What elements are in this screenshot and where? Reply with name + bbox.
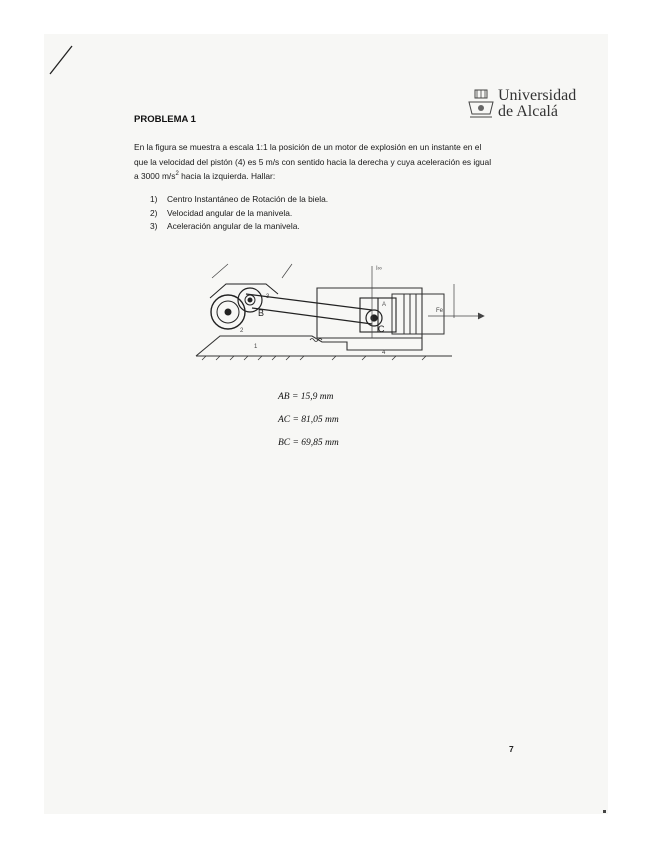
statement-line-2: que la velocidad del pistón (4) es 5 m/s con sentido hacia la derecha y cuya aceleración es igual	[134, 156, 492, 167]
scan-mark	[603, 810, 606, 813]
label-c: C	[378, 324, 385, 334]
task-list	[150, 193, 328, 234]
label-3: 3	[266, 294, 270, 300]
logo-line-2: de Alcalá	[498, 103, 558, 120]
logo-line-1: Universidad	[498, 87, 577, 104]
label-force: Fe	[436, 308, 444, 314]
cylinder-housing	[392, 294, 444, 334]
university-logo	[466, 88, 586, 124]
task-item	[150, 193, 328, 207]
task-number: 3)	[150, 221, 158, 231]
problem-statement	[134, 140, 534, 184]
equation-ab: AB = 15,9 mm	[278, 392, 334, 402]
university-name	[498, 88, 576, 120]
statement-line-3-start: a 3000 m/s	[134, 171, 176, 181]
task-item	[150, 207, 328, 221]
equation-bc: BC = 69,85 mm	[278, 438, 339, 448]
label-1: 1	[254, 344, 258, 350]
engine-mechanism-figure	[182, 254, 492, 366]
label-b: B	[258, 308, 265, 318]
task-text: Centro Instantáneo de Rotación de la biela.	[167, 194, 329, 204]
statement-line-3-end: hacia la izquierda. Hallar:	[178, 171, 276, 181]
page-number: 7	[509, 744, 514, 754]
pen-stroke-mark	[46, 44, 76, 78]
task-item	[150, 220, 328, 234]
problem-title: PROBLEMA 1	[134, 114, 196, 125]
statement-line-1: En la figura se muestra a escala 1:1 la posición de un motor de explosión en un instante en el	[134, 142, 482, 152]
equation-ac: AC = 81,05 mm	[278, 415, 339, 425]
task-number: 2)	[150, 207, 158, 218]
crank-disk-2	[210, 284, 278, 329]
superscript-exponent: 2	[175, 171, 179, 178]
statement-line-3	[134, 169, 534, 184]
label-4: 4	[382, 350, 386, 356]
dimension-lines	[212, 264, 484, 338]
label-a: A	[382, 302, 387, 308]
task-text: Velocidad angular de la manivela.	[167, 207, 293, 218]
label-infinity: I∞	[376, 266, 382, 272]
task-text: Aceleración angular de la manivela.	[167, 221, 300, 231]
task-number: 1)	[150, 194, 158, 204]
university-crest-icon	[466, 88, 496, 120]
label-2: 2	[240, 328, 244, 334]
measurement-equations	[278, 392, 339, 461]
ground-frame-1	[196, 288, 452, 360]
